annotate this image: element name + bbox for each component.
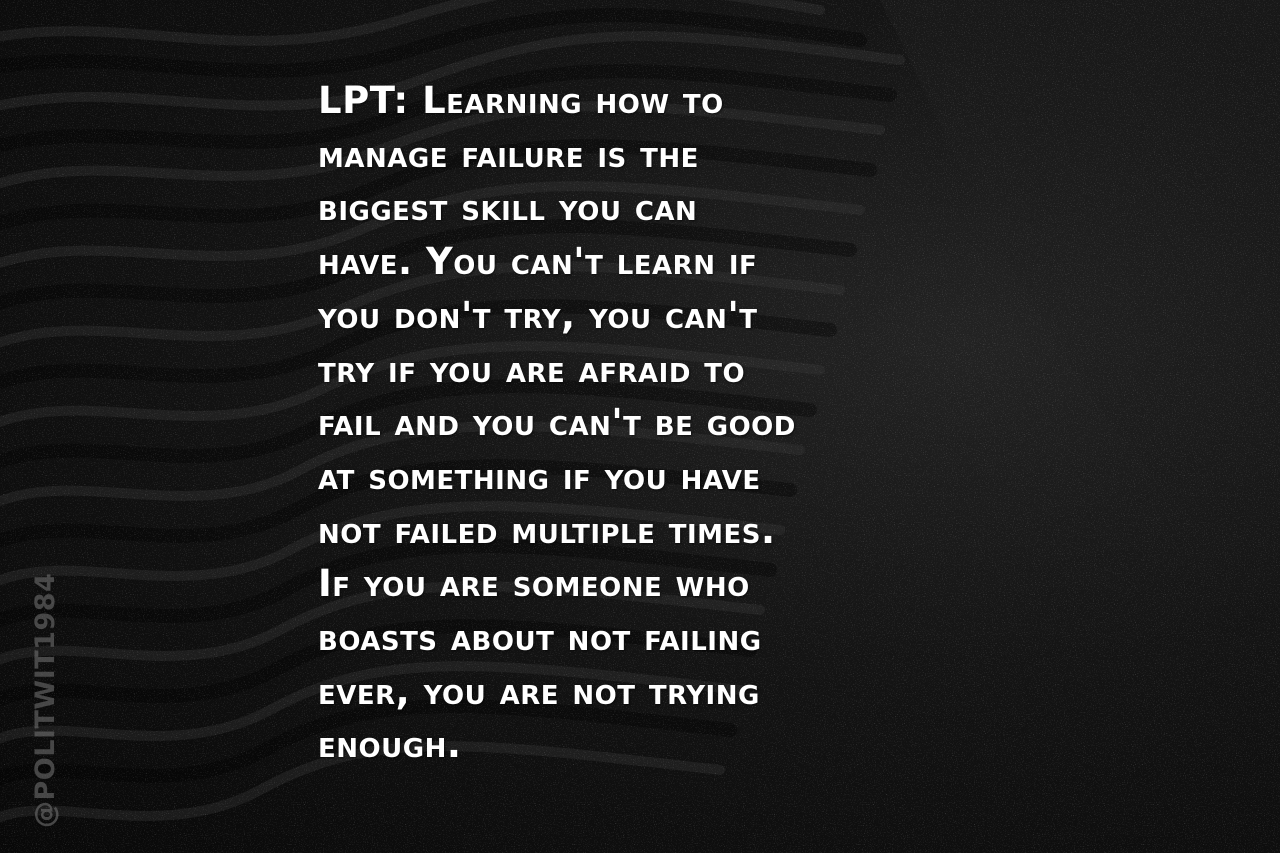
quote-line: try if you are afraid to xyxy=(318,347,746,391)
quote-line: boasts about not failing xyxy=(318,616,762,660)
watermark-handle: @POLITWIT1984 xyxy=(30,572,61,828)
quote-text xyxy=(318,74,1018,772)
quote-line: ever, you are not trying xyxy=(318,669,760,713)
quote-line: have. You can't learn if xyxy=(318,240,758,284)
quote-line: not failed multiple times. xyxy=(318,508,776,552)
quote-line: fail and you can't be good xyxy=(318,401,796,445)
quote-line: biggest skill you can xyxy=(318,186,698,230)
quote-line: you don't try, you can't xyxy=(318,293,758,337)
quote-line: manage failure is the xyxy=(318,132,699,176)
quote-line: LPT: Learning how to xyxy=(318,79,724,122)
quote-line: If you are someone who xyxy=(318,562,750,606)
quote-line: at something if you have xyxy=(318,454,761,498)
quote-line: enough. xyxy=(318,723,462,767)
